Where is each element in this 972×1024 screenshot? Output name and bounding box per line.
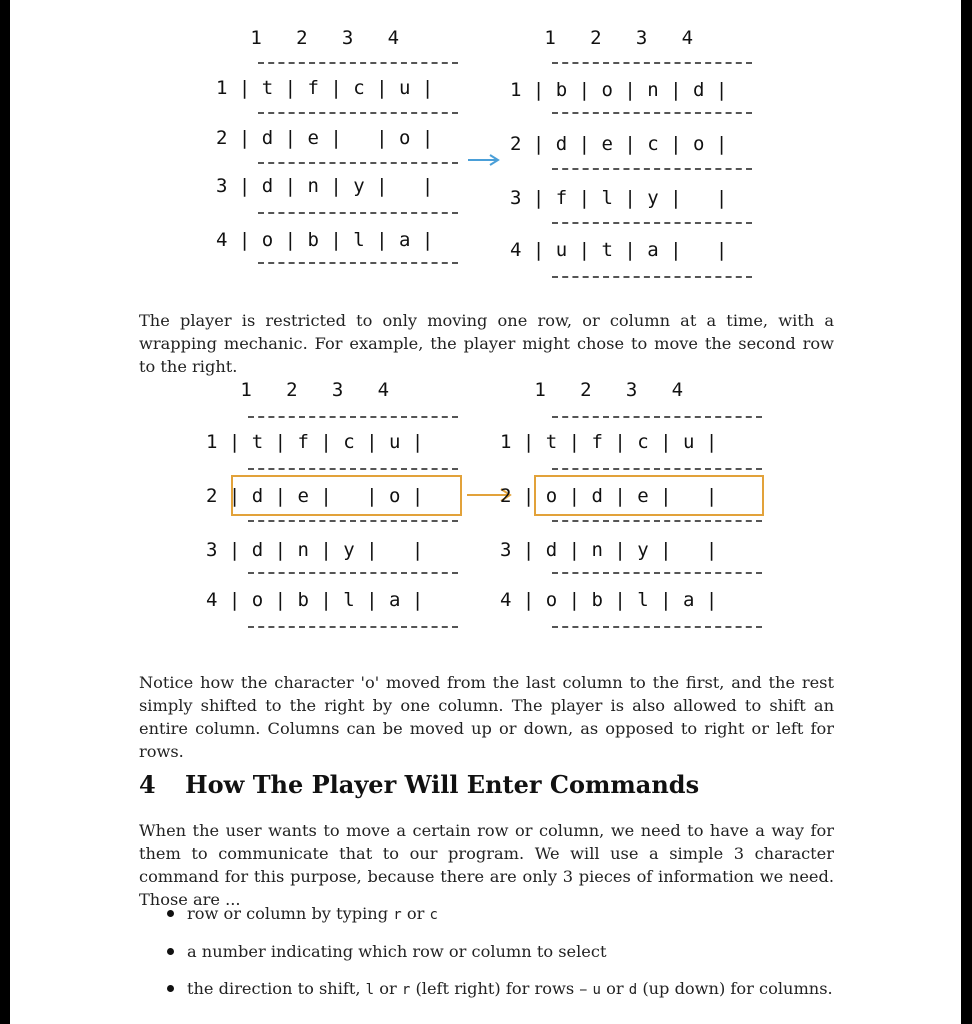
bullet-list [165,902,833,1015]
highlight-row-2-after [534,475,764,516]
grid-row-3: 3 | d | n | y | | [206,539,424,561]
paragraph-row-movement: The player is restricted to only moving one row, or column at a time, with a wrapping mechanic. For example, the player might chose to move the second row to the right. [139,311,834,376]
section-number: 4 [139,770,156,799]
grid-row-1: 1 | b | o | n | d | [510,79,728,101]
transition-arrow-icon [466,152,502,168]
grid-row-4: 4 | o | b | l | a | [206,589,424,611]
section-title: How The Player Will Enter Commands [185,770,700,799]
list-item: a number indicating which row or column to select [165,940,833,978]
grid-row-2: 2 | o | d | e | | [500,485,718,507]
grid-row-3: 3 | f | l | y | | [510,187,728,209]
grid-row-1: 1 | t | f | c | u | [206,431,424,453]
grid-row-2: 2 | d | e | | o | [216,127,434,149]
highlight-row-2-before [231,475,462,516]
document-page [10,0,961,1024]
paragraph-wrap-explanation: Notice how the character 'o' moved from the last column to the first, and the rest simply shifted to the right by one column. The player is also allowed to shift an entire column. Columns can be moved up or down, as opposed to right or left for rows. [139,673,834,761]
grid-row-3: 3 | d | n | y | | [500,539,718,561]
list-item: row or column by typing r or c [165,902,833,940]
grid-row-4: 4 | o | b | l | a | [500,589,718,611]
grid-row-4: 4 | o | b | l | a | [216,229,434,251]
grid-row-3: 3 | d | n | y | | [216,175,434,197]
grid-header: 1 2 3 4 [216,27,400,49]
grid-row-1: 1 | t | f | c | u | [500,431,718,453]
grid-row-4: 4 | u | t | a | | [510,239,728,261]
grid-header: 1 2 3 4 [206,379,390,401]
section-heading [139,770,699,799]
list-item: the direction to shift, l or r (left right) for rows – u or d (up down) for columns. [165,977,833,1015]
grid-row-2: 2 | d | e | | o | [206,485,424,507]
grid-header: 1 2 3 4 [510,27,694,49]
grid-header: 1 2 3 4 [500,379,684,401]
grid-row-1: 1 | t | f | c | u | [216,77,434,99]
paragraph-commands: When the user wants to move a certain row or column, we need to have a way for them to communicate that to our program. We will use a simple 3 character command for this purpose, because there are only 3 pieces of information we need. Those are ... [139,821,834,909]
grid-row-2: 2 | d | e | c | o | [510,133,728,155]
